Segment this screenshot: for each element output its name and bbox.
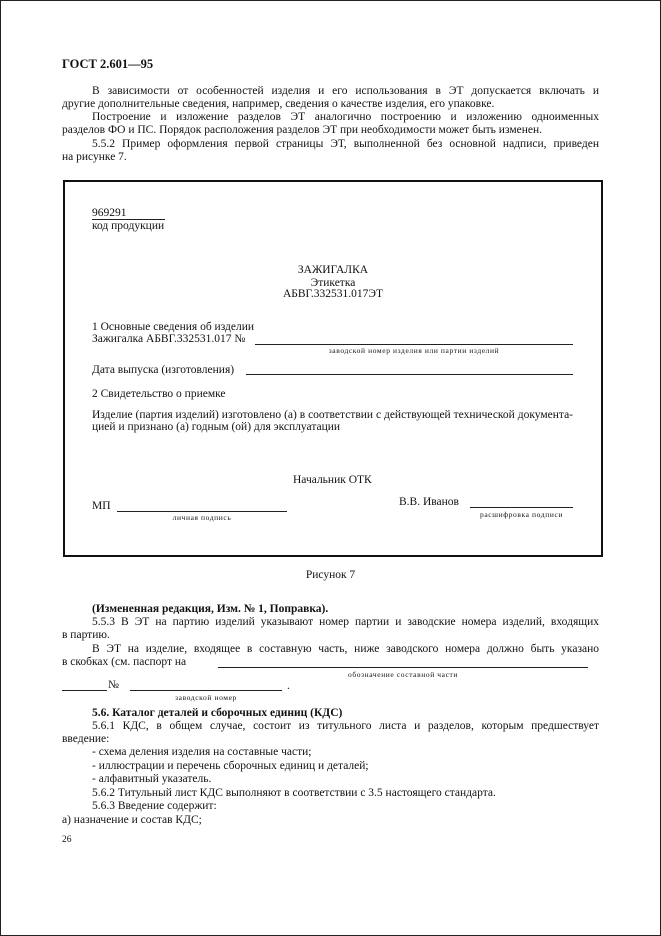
serial-number-hint: заводской номер изделия или партии изделий [328,346,500,355]
page-number: 26 [62,835,72,845]
head-otk-title: Начальник ОТК [293,474,372,486]
intro-paragraph-1-line-2: другие дополнительные сведения, например, сведения о качестве изделия, его упаковке. [62,98,495,110]
number-sign: № [108,679,119,691]
figure-caption: Рисунок 7 [305,569,356,581]
intro-paragraph-3-line-2: на рисунке 7. [62,151,127,163]
paragraph-5-6-1-line-2: введение: [62,733,110,745]
lighter-serial-line: Зажигалка АБВГ.332531.017 № [92,333,246,345]
section-2-heading: 2 Свидетельство о приемке [92,388,226,400]
product-code: 969291 [92,207,127,219]
signature-hint: личная подпись [172,513,232,522]
amendment-note: (Измененная редакция, Изм. № 1, Поправка). [92,603,329,615]
label-subtitle: Этикетка [310,277,356,289]
acceptance-text-line-1: Изделие (партия изделий) изготовлено (а) в соответствии с действующей технической документа- [92,409,573,421]
component-serial-hint: заводской номер [175,693,237,702]
intro-paragraph-2-line-2: разделов ФО и ПС. Порядок расположения разделов ЭТ при необходимости может быть изменен. [62,124,543,136]
section-5-6-heading: 5.6. Каталог деталей и сборочных единиц (КДС) [92,707,343,719]
component-designation-hint: обозначение составной части [347,670,459,679]
page-header: ГОСТ 2.601—95 [62,57,154,71]
component-paragraph-line-1: В ЭТ на изделие, входящее в составную часть, ниже заводского номера должно быть указано [92,643,599,655]
paragraph-5-6-2: 5.6.2 Титульный лист КДС выполняют в соответствии с 3.5 настоящего стандарта. [92,787,496,799]
intro-paragraph-3-line-1: 5.5.2 Пример оформления первой страницы ЭТ, выполненной без основной надписи, приведен [92,138,599,150]
intro-paragraph-2-line-1: Построение и изложение разделов ЭТ аналогично построению и изложению одноименных [92,111,599,123]
paragraph-5-6-1-line-1: 5.6.1 КДС, в общем случае, состоит из титульного листа и разделов, которым предшествует [92,720,599,732]
sentence-period: . [287,680,290,692]
product-code-label: код продукции [92,220,165,232]
list-item-2: - иллюстрации и перечень сборочных единиц и деталей; [92,760,369,772]
list-item-3: - алфавитный указатель. [92,773,212,785]
stamp-label-mp: МП [92,500,111,512]
intro-paragraph-1-line-1: В зависимости от особенностей изделия и его использования в ЭТ допускается включать и [92,85,599,97]
paragraph-5-6-3: 5.6.3 Введение содержит: [92,800,217,812]
paragraph-5-5-3-line-2: в партию. [62,629,110,641]
label-title: ЗАЖИГАЛКА [297,264,369,276]
release-date-label: Дата выпуска (изготовления) [92,364,235,376]
section-1-heading: 1 Основные сведения об изделии [92,321,255,333]
list-item-a: а) назначение и состав КДС; [62,814,202,826]
label-designation: АБВГ.332531.017ЭТ [282,288,384,300]
name-decoding-hint: расшифровка подписи [480,510,563,519]
acceptance-text-line-2: цией и признано (а) годным (ой) для эксплуатации [92,421,341,433]
paragraph-5-5-3-line-1: 5.5.3 В ЭТ на партию изделий указывают номер партии и заводские номера изделий, входящих [92,616,599,628]
party-number-field [62,690,107,691]
list-item-1: - схема деления изделия на составные части; [92,746,312,758]
signatory-name: В.В. Иванов [399,496,459,508]
component-paragraph-line-2: в скобках (см. паспорт на [62,656,187,668]
figure-7-label-example [63,180,603,557]
release-date-field [246,374,573,375]
